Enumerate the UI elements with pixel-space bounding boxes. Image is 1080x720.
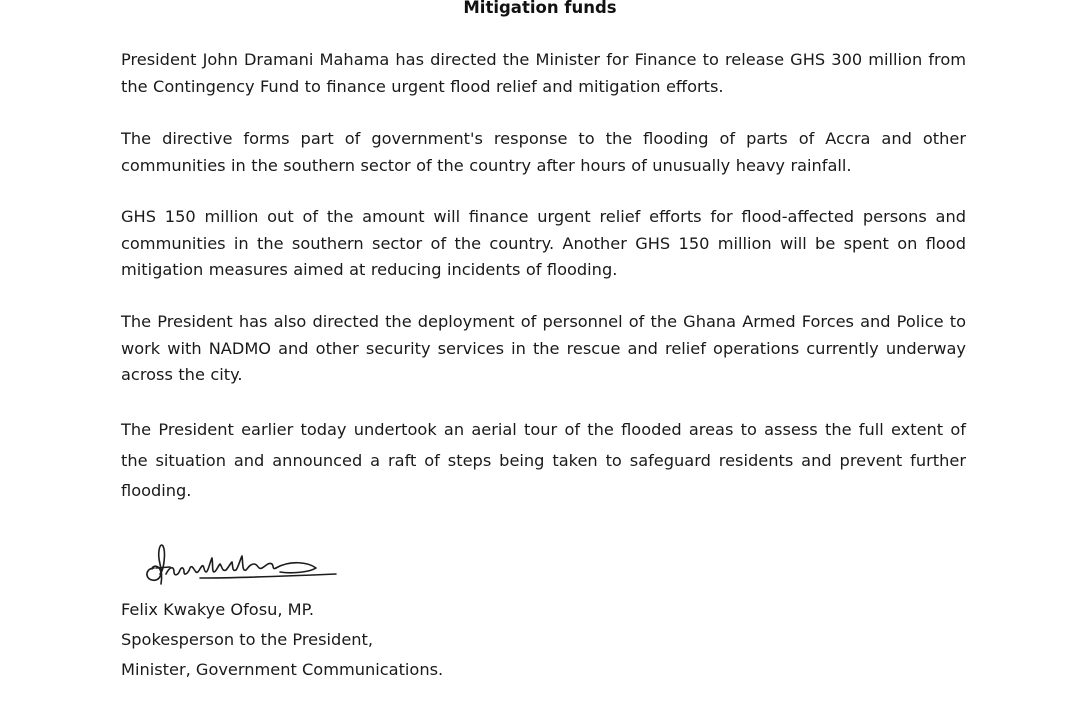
signatory-ministry: Minister, Government Communications. [121, 660, 444, 679]
paragraph-1: President John Dramani Mahama has directed the Minister for Finance to release GHS 300 million from the Contingency Fund to finance urgent flood relief and mitigation efforts. [121, 50, 966, 96]
signatory-name: Felix Kwakye Ofosu, MP. [121, 600, 315, 619]
handwritten-signature [140, 538, 350, 590]
signatory-block [121, 595, 443, 685]
paragraph-3: GHS 150 million out of the amount will finance urgent relief efforts for flood-affected persons and communities in the southern sector of the country. Another GHS 150 million will be spent on flood mitigation measures aimed at reducing incidents of flooding. [121, 207, 966, 279]
signatory-role: Spokesperson to the President, [121, 630, 374, 649]
paragraph-5: The President earlier today undertook an aerial tour of the flooded areas to assess the full extent of the situation and announced a raft of steps being taken to safeguard residents and prevent further flooding. [121, 420, 966, 500]
document-title: Mitigation funds [463, 0, 617, 17]
paragraph-4: The President has also directed the deployment of personnel of the Ghana Armed Forces and Police to work with NADMO and other security services in the rescue and relief operations currently underway across the city. [121, 312, 966, 384]
paragraph-2: The directive forms part of government's response to the flooding of parts of Accra and other communities in the southern sector of the country after hours of unusually heavy rainfall. [121, 129, 966, 175]
